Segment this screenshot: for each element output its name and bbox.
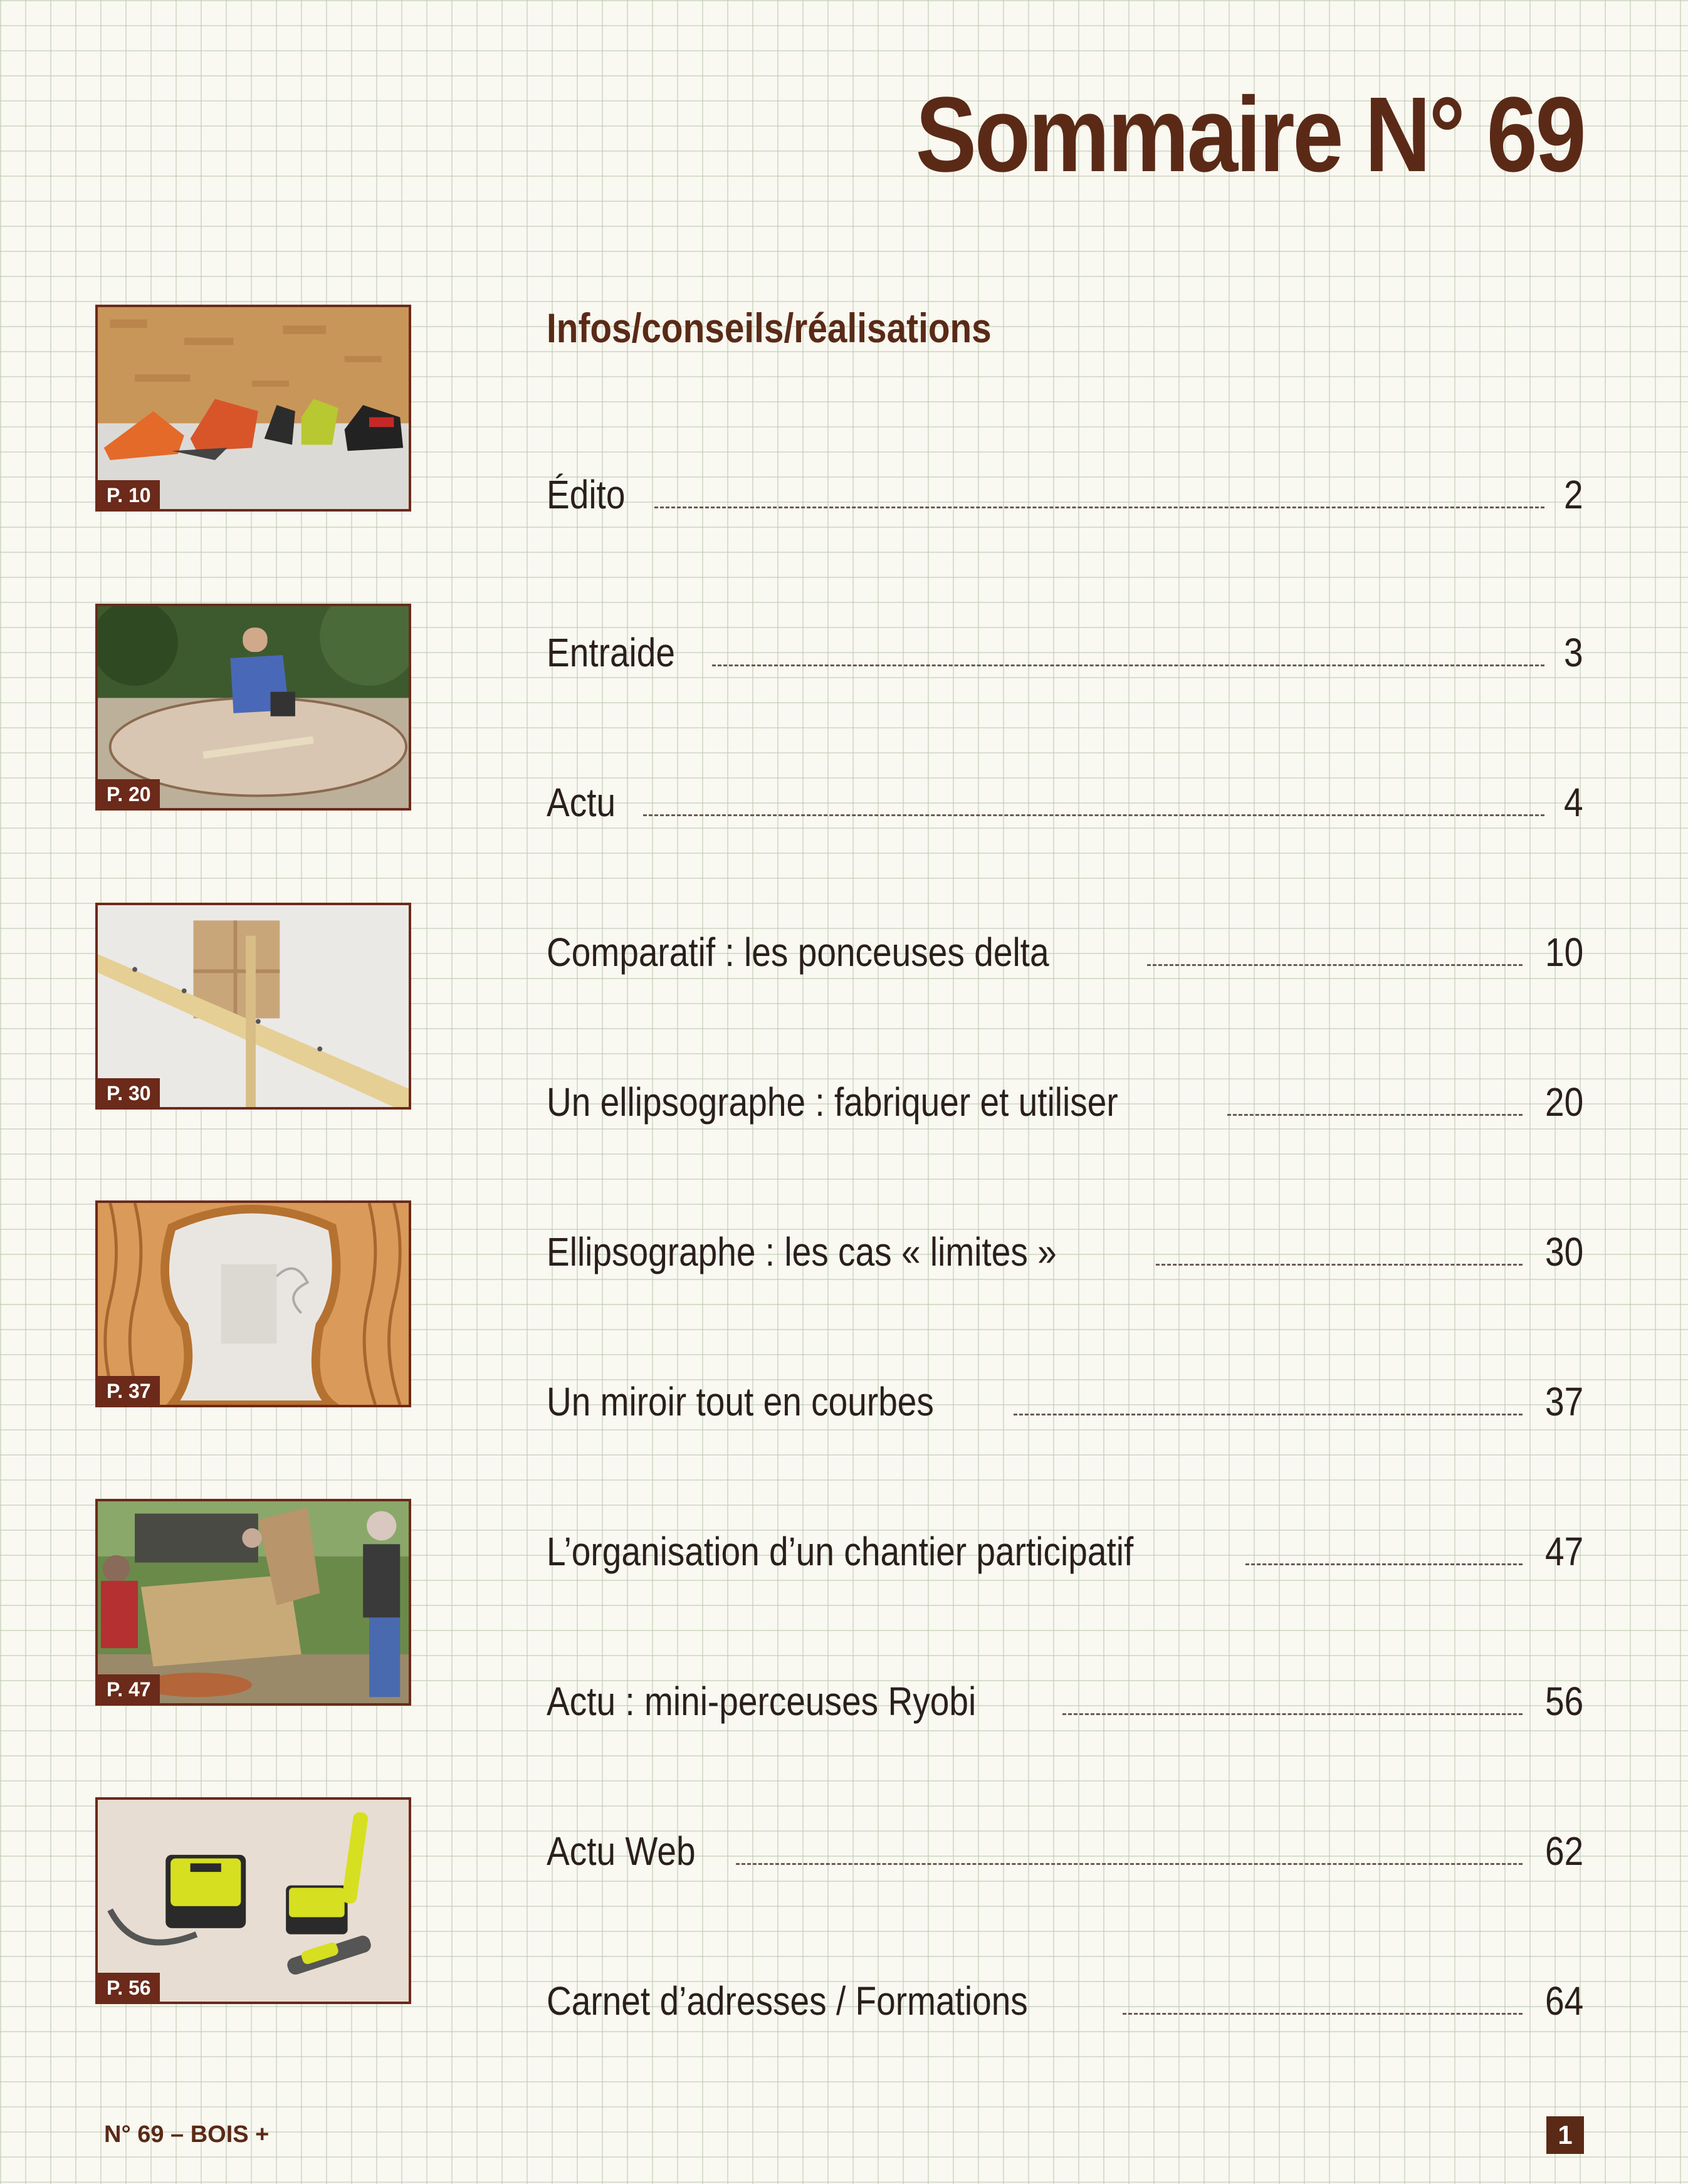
toc-entry-entraide[interactable] (547, 622, 1583, 673)
toc-entry-page: 3 (1564, 630, 1583, 675)
thumbnail-ellipsograph-jig[interactable] (95, 903, 411, 1110)
toc-entry-page: 56 (1544, 1679, 1583, 1724)
toc-entry-title: Édito (547, 472, 626, 517)
thumbnail-workshop[interactable] (95, 1499, 411, 1706)
thumbnail-ellipse-routing[interactable] (95, 604, 411, 811)
toc-entry-page: 30 (1544, 1229, 1583, 1274)
toc-leader-dots (1245, 1563, 1523, 1565)
toc-entry-title: Carnet d’adresses / Formations (547, 1978, 1028, 2024)
page-title: Sommaire N° 69 (915, 75, 1584, 194)
toc-leader-dots (1147, 964, 1523, 966)
toc-entry-title: Entraide (547, 630, 676, 675)
toc-entry-title: Un ellipsographe : fabriquer et utiliser (547, 1079, 1118, 1125)
section-heading: Infos/conseils/réalisations (547, 305, 992, 351)
toc-entry-chantier[interactable] (547, 1521, 1583, 1572)
ryobi-tools-photo (98, 1800, 409, 2002)
toc-leader-dots (1227, 1114, 1523, 1116)
toc-leader-dots (643, 814, 1544, 816)
toc-leader-dots (1123, 2013, 1523, 2015)
toc-entry-title: Actu (547, 780, 616, 825)
toc-entry-title: L’organisation d’un chantier participatif (547, 1529, 1134, 1574)
toc-entry-page: 37 (1544, 1379, 1583, 1424)
toc-leader-dots (736, 1863, 1523, 1865)
toc-entry-title: Comparatif : les ponceuses delta (547, 930, 1049, 975)
toc-entry-edito[interactable] (547, 465, 1583, 515)
thumbnail-sanders[interactable] (95, 305, 411, 512)
thumbnail-page-label: P. 37 (98, 1376, 160, 1405)
footer-page-number: 1 (1546, 2116, 1584, 2154)
toc-entry-page: 4 (1564, 780, 1583, 825)
toc-entry-title: Ellipsographe : les cas « limites » (547, 1229, 1057, 1274)
thumbnail-page-label: P. 56 (98, 1973, 160, 2002)
toc-entry-page: 2 (1564, 472, 1583, 517)
thumbnail-page-label: P. 20 (98, 779, 160, 808)
toc-entry-actu-web[interactable] (547, 1821, 1583, 1874)
thumbnail-ryobi[interactable] (95, 1797, 411, 2004)
toc-leader-dots (1156, 1264, 1523, 1266)
toc-entry-miroir[interactable] (547, 1372, 1583, 1422)
toc-entry-page: 10 (1544, 930, 1583, 975)
toc-entry-title: Actu Web (547, 1829, 696, 1874)
ellipsograph-jig-photo (98, 905, 409, 1107)
toc-entry-page: 62 (1544, 1829, 1583, 1874)
footer-issue: N° 69 – BOIS + (104, 2121, 270, 2148)
toc-entry-mini-perceuses[interactable] (547, 1671, 1583, 1724)
toc-entry-page: 64 (1544, 1978, 1583, 2024)
sanders-photo (98, 307, 409, 509)
toc-entry-carnet[interactable] (547, 1971, 1583, 2024)
toc-entry-comparatif[interactable] (547, 922, 1583, 975)
workshop-photo (98, 1501, 409, 1703)
toc-leader-dots (654, 507, 1545, 508)
toc-entry-ellipsographe[interactable] (547, 1072, 1583, 1125)
thumbnail-curved-mirror[interactable] (95, 1200, 411, 1407)
thumbnail-page-label: P. 47 (98, 1674, 160, 1703)
thumbnail-page-label: P. 10 (98, 480, 160, 509)
toc-entry-actu[interactable] (547, 772, 1583, 825)
toc-entry-title: Actu : mini-perceuses Ryobi (547, 1679, 977, 1724)
toc-entry-title: Un miroir tout en courbes (547, 1379, 934, 1424)
thumbnail-page-label: P. 30 (98, 1078, 160, 1107)
toc-leader-dots (1014, 1414, 1523, 1415)
ellipse-routing-photo (98, 606, 409, 808)
toc-entry-page: 20 (1544, 1079, 1583, 1125)
toc-leader-dots (1062, 1713, 1523, 1715)
toc-leader-dots (712, 664, 1544, 666)
toc-entry-page: 47 (1544, 1529, 1583, 1574)
toc-entry-ellipsographe-limites[interactable] (547, 1222, 1583, 1272)
carved-mirror-photo (98, 1203, 409, 1405)
